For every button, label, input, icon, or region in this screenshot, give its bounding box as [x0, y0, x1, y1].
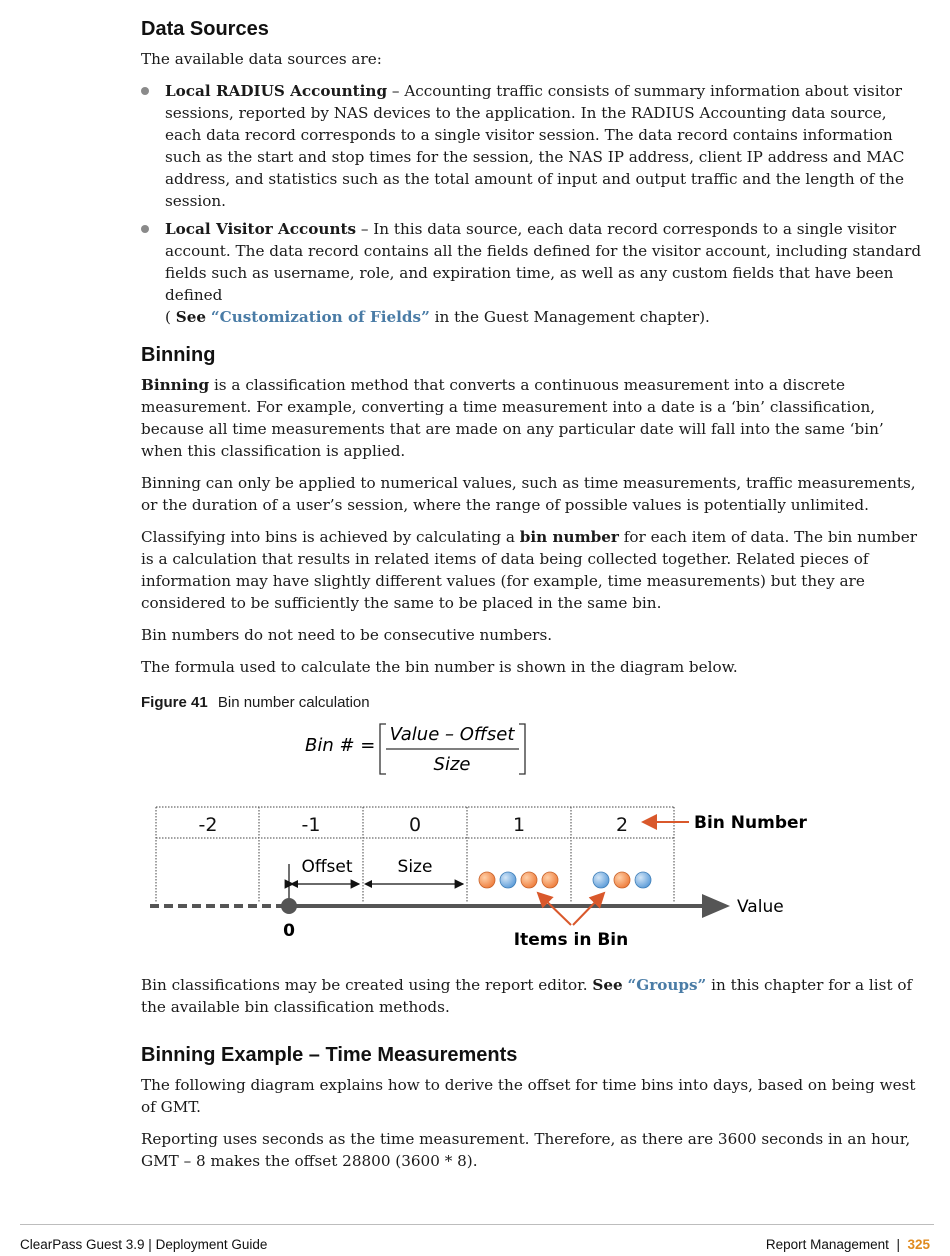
formula-denominator: Size — [433, 754, 471, 775]
bin-number-label: 2 — [615, 814, 629, 836]
paragraph-text: in this chapter for a list of the available bin classification methods. — [141, 976, 913, 1016]
items-arrow — [573, 893, 604, 925]
item-dot — [635, 872, 651, 888]
item-dot — [521, 872, 537, 888]
bin-number-title: Bin Number — [694, 813, 807, 833]
figure-label: Figure 41 — [141, 694, 208, 711]
items-in-bin-label: Items in Bin — [513, 930, 629, 950]
binning-heading: Binning — [141, 344, 216, 366]
offset-arrow-left-head — [290, 880, 298, 888]
item-text: – Accounting traffic consists of summary information about visitor sessions, reported by NAS devices to the application. In the RADIUS Accounting data source, each data record corresponds to a single visitor session. The data record contains information such as the start and stop times for the session, the NAS IP address, client IP address and MAC address, and statistics such as the total amount of input and output traffic and the length of the session. — [165, 82, 905, 210]
page-footer — [20, 1224, 934, 1256]
paragraph-text: is a classification method that converts a continuous measurement into a discrete measurement. For example, converting a time measurement into a date is a ‘bin’ classification, because all time measurements that are made on any particular date will fall into the same ‘bin’ when this classification is applied. — [141, 376, 884, 460]
item-dot — [479, 872, 495, 888]
time-example-heading: Binning Example – Time Measurements — [141, 1044, 518, 1066]
bin-number-label: 0 — [408, 814, 422, 836]
bin-number-diagram — [0, 720, 950, 970]
item-dot — [593, 872, 609, 888]
see-label: See — [175, 308, 207, 326]
bin2-items — [593, 872, 651, 888]
zero-label: 0 — [283, 921, 295, 941]
bullet-icon — [141, 225, 149, 233]
offset-label: Offset — [301, 857, 353, 877]
list-item — [141, 80, 927, 212]
see-open: ( — [165, 308, 176, 326]
paragraph-text: Bin classifications may be created using the report editor. — [141, 976, 593, 994]
term: Local RADIUS Accounting — [165, 82, 388, 100]
customization-of-fields-link[interactable]: “Customization of Fields” — [210, 308, 430, 326]
see-tail: in the Guest Management chapter). — [429, 308, 710, 326]
see-label: See — [592, 976, 623, 994]
bin-number-label: -2 — [198, 814, 218, 836]
data-sources-heading: Data Sources — [141, 18, 269, 40]
item-text: – In this data source, each data record corresponds to a single visitor account. The data record contains all the fields defined for the visitor account, including standard fields such as username, role, and expiration time, as well as any custom fields that have been defined — [165, 220, 922, 304]
list-item — [141, 218, 927, 328]
items-arrow — [538, 893, 571, 925]
bin-number-label: -1 — [301, 814, 321, 836]
after-figure-paragraph — [141, 974, 927, 1018]
binning-paragraph: Binning can only be applied to numerical values, such as time measurements, traffic measurements, or the duration of a user’s session, where the range of possible values is potentially unlimited. — [141, 474, 916, 514]
item-dot — [614, 872, 630, 888]
time-example-paragraph: Reporting uses seconds as the time measurement. Therefore, as there are 3600 seconds in an hour, GMT – 8 makes the offset 28800 (3600 * 8). — [141, 1130, 911, 1170]
term: bin number — [519, 528, 619, 546]
floor-bracket-left — [380, 724, 386, 774]
figure-caption — [141, 692, 927, 714]
axis-arrowhead — [702, 894, 730, 918]
binning-paragraph — [141, 526, 927, 614]
bin-number-label: 1 — [512, 814, 526, 836]
bullet-icon — [141, 87, 149, 95]
formula-lhs: Bin # = — [305, 735, 376, 756]
data-sources-intro: The available data sources are: — [141, 50, 382, 68]
origin-dot — [281, 898, 297, 914]
time-example-paragraph: The following diagram explains how to derive the offset for time bins into days, based on being west of GMT. — [141, 1076, 916, 1116]
page-content — [141, 16, 927, 1182]
page-number: 325 — [907, 1237, 930, 1252]
binning-paragraph: The formula used to calculate the bin number is shown in the diagram below. — [141, 658, 738, 676]
term: Local Visitor Accounts — [165, 220, 357, 238]
data-sources-list — [141, 80, 927, 328]
item-dot — [500, 872, 516, 888]
figure-title: Bin number calculation — [217, 694, 370, 711]
paragraph-text: Classifying into bins is achieved by calculating a — [141, 528, 520, 546]
floor-bracket-right — [519, 724, 525, 774]
size-label: Size — [397, 857, 433, 877]
footer-separator: | — [896, 1237, 900, 1252]
term: Binning — [141, 376, 210, 394]
footer-section: Report Management — [765, 1237, 889, 1252]
bin1-items — [479, 872, 558, 888]
item-dot — [542, 872, 558, 888]
formula-numerator: Value – Offset — [389, 724, 515, 745]
footer-doc-title: ClearPass Guest 3.9 | Deployment Guide — [20, 1237, 268, 1252]
footer-right — [766, 1234, 930, 1256]
size-arrow-left-head — [364, 880, 372, 888]
groups-link[interactable]: “Groups” — [627, 976, 707, 994]
binning-paragraph: Bin numbers do not need to be consecutive numbers. — [141, 626, 553, 644]
binning-paragraph — [141, 374, 927, 462]
paragraph-text: for each item of data. The bin number is a calculation that results in related items of data being collected together. Related pieces of information may have slightly different values (for example, time measurements) but they are considered to be sufficiently the same to be placed in the same bin. — [141, 528, 918, 612]
value-label: Value — [737, 897, 784, 917]
